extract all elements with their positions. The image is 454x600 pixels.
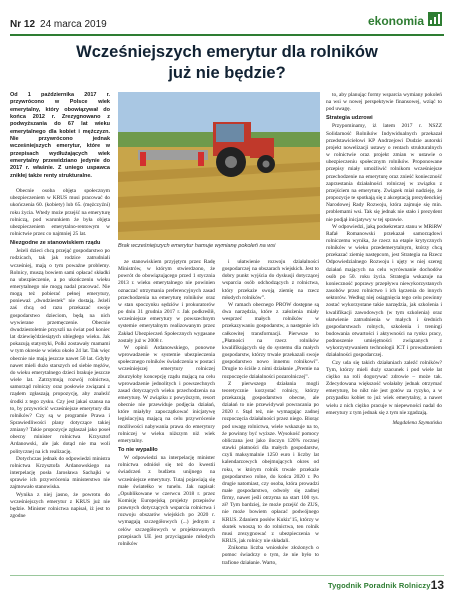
section-label: ekonomia	[367, 14, 424, 28]
issue-date: 24 marca 2019	[40, 19, 107, 30]
issue-number: Nr 12	[10, 19, 36, 30]
author-name: Magdalena Szymańska	[392, 419, 442, 426]
tractor-photo	[118, 92, 320, 240]
page-number: 13	[430, 578, 444, 592]
column-3	[222, 259, 319, 567]
paragraph: Znikoma liczba wniosków złożonych o pomoc świadczy o tym, że nie było to trafione działanie. Warto,	[222, 545, 319, 566]
page-header	[0, 0, 454, 46]
paragraph: W opinii Ardanowskiego, ponowne wprowadzenie w systemie ubezpieczenia społecznego rolników świadczenia w postaci wcześniejszej emerytury rolniczej zburzyłoby koncepcję rządu mającą na celu wprowadzenie jednolitych i powszechnych zasad dotyczących wieku przechodzenia na emeryturę. W związku z powyższym, resort obecnie nie przewiduje podjęcia działań, które miałyby zapoczątkować inicjatywę legislacyjną mającą na celu przywrócenie możliwości nabywania prawa do emerytury rolniczej w wieku niższym niż wiek emerytalny.	[118, 344, 215, 444]
article-lead: Od 1 października 2017 r. przywrócono w Polsce wiek emerytalny, który obowiązywał do końca 2012 r. Zrezygnowano z podwyższania do 67 lat wieku emerytalnego dla kobiet i mężczyzn. Nie przywrócono jednak wcześniejszych emerytur, które w przepisach wydłużających wiek emerytalny przewidziano jedynie do 2017 r. właśnie. Z uniego uspawca znikłej także renty strukturalne.	[10, 92, 110, 179]
paragraph: Przypominamy, iż latem 2017 r. NSZZ Solidarność Rolników Indywidualnych przekazał przedstawicielowi KP Andrzejowi Dudzie autorski projekt nowelizacji ustawy o rentach strukturalnych w rolnictwie oraz projekt zmian w ustawie o ubezpieczeniu społecznym rolników. Proponowane przepisy miały umożliwić rolnikom wcześniejsze przechodzenie na emeryturę oraz znieść konieczność zaprzestania działalności rolniczej w związku z przejściem na emeryturę. Związek miał nadzieję, że propozycje te spotkają się z akceptacją prezydenckiej Narodowej Rady Rozwoju, która zajmuje się min. problemami wsi. Tak się jednak nie stało i prezydent nie podjął inicjatywy w tej sprawie.	[326, 123, 442, 223]
paragraph: to, aby planując formy wsparcia wymiany pokoleń na wsi w nowej perspektywie finansowej, wziąć to pod uwagę.	[326, 92, 442, 113]
title-line-1: Wcześniejszych emerytur dla rolników	[76, 43, 378, 61]
tractor-field-image	[118, 92, 320, 240]
paragraph: W ramach obecnego PROW dostępne są dwa narzędzia, które z założenia miały wesprzeć małych rolników w przekazywaniu gospodarstw, a następnie ich całkowitej transformacji. Pierwsze to „Płatności na rzecz rolników kwalifikujących się do systemu dla małych gospodarstw, którzy trwale przekazali swoje gospodarstwo nowo innemu rolnikowi”. Drugie to ściśle z nimi działanie „Premie na rozpoczęcie działalności pozarolniczej”.	[222, 301, 319, 380]
header-rule	[10, 34, 444, 36]
bar-chart-icon	[428, 12, 442, 26]
subheading: To nie wypaliło	[118, 447, 158, 454]
title-line-2: już nie będzie?	[168, 64, 286, 82]
paragraph: Dotychczas jednak do odpowiedzi ministra rolnictwa Krzysztofa Ardanowskiego na interpelację posła Jarosława Sachajki w sprawie ich przywrócenia ministerstwo nie zajmowało stanowiska.	[10, 455, 110, 491]
paragraph: i ułatwienie rozwoju działalności gospodarczej na obszarach wiejskich. Jest to dobry punkt wyjścia do dyskusji dotyczącej wsparcia osób odchodzących z rolnictwa, który przekaże swoją ziemię na rzecz młodych rolników”.	[222, 259, 319, 301]
paragraph: W odpowiedzi na interpelację minister rolnictwa odniósł się też do kwestii świadczeń z budżetu unijnego na wcześniejsze emerytury. Tutaj pojawiają się małe światełko w tunelu. Jak napisał: „Opublikowane w czerwcu 2018 r. przez Komisję Europejską projekty przepisów prawnych dotyczących wsparcia rolnictwa i rozwoju obszarów wiejskich po 2020 r. wymagają szczegółowych (...) jednym z celów szczegółowych w projektowanych przepisach UE jest przyciąganie młodych rolników	[118, 455, 215, 547]
paragraph: Jeżeli dzieci chcą przejąć gospodarstwo po rodzicach, tak jak rodzice zatrudniali wcześniej, mają o tym poważne problemy. Rolnicy, muszą bowiem sami opłacać składki na ubezpieczenie, a po ukończeniu wieku emerytalnego nie mogą nadal pracować. Nie mogą też pobierać pełnej emerytury, ponieważ „dwudziestek” nie dostają. Jeżeli zaś chcą od razu przekazać swoje gospodarstwo dzieciom, będą na nich wywierane przemęczenie. Obecnie dwudziestoletnie przyszli na świat pod koniec lat dziewięćdziesiątych ubiegłego wieku. Jak pokazują statystyki, Polki zostawały mamami w tym okresie w wieku około 24 lat. Tak więc obecnie nie mają jeszcze nawet 50 lat. Gdyby nawet mieli dużo starszych od siebie mężów, do wieku emerytalnego dzieci brakuje jeszcze wiele lat. Zatrzymują rozwój rolnictwa, samorząd rolniczy oraz posłowie związani z rządem zgłaszają propozycję, aby znaleźć środki z tego zysku. Czy jest jakaś szansa na to, by przywrócić wcześniejsze emerytury dla rolników? Czy są w programie Prawa i Sprawiedliwości plany dotyczące takiej zmiany? Takie propozycje zgłaszał jako poseł obecny minister rolnictwa Krzysztof Ardanowski, ale jak dotąd nie ma woli politycznej na ich realizację.	[10, 248, 110, 455]
paragraph: W odpowiedzi, jaką podsekretarz stanu w MRiRW Rafał Romanowski przekazał samorządowi rolniczemu wynika, że rzecz na etapie krytycznych rolników w wieku przedemerytalnym, którzy chcą przekazać ziemię następcom, jest Strategia na Rzecz Odpowiedzialnego Rozwoju i ujęty w niej szereg działań mających na celu wyrównanie dochodów osób po 50. roku życia. Strategia wskazuje na konieczność poprawy przepływu niewykorzystanych zasobów przez rolnictwo i ich łączenia do innych sektorów. Według niej osiągnięcia tego celu powinny zostać wykorzystane takie narzędzia, jak szkolenia i kwalifikacji zawodowych (w tym szkolenia) oraz ułatwienie zatrudnienia w małych i średnich gospodarstwach rolnych, szkolenia i treningi budowania otwartości i aktywności na rynku pracy, podnoszenie umiejętności związanych z wykorzystywaniem technologii ICT i prowadzeniem działalności gospodarczej.	[326, 223, 442, 359]
subheading: Strategia udzrowi	[326, 115, 373, 122]
paragraph: Wynika z niej jasno, że powrotu do wcześniejszych emerytur z KRUS już nie będzie. Minister rolnictwa napisał, iż jest to zgodne	[10, 491, 110, 519]
issue-info	[10, 19, 107, 30]
column-2	[118, 259, 215, 548]
paragraph: Obecnie osoba objęta społecznym ubezpieczeniem w KRUS musi pracować do ukończenia 60. (kobiety) lub 65. (mężczyźni) roku życia. Wtedy może przejść na emeryturę rolniczą, pod warunkiem że była objęta ubezpieczeniem emerytalno-rentowym w rolnictwie przez co najmniej 25 lat.	[10, 188, 110, 238]
article-title	[10, 42, 444, 84]
paragraph: ze stanowiskiem przyjętym przez Radę Ministrów, w którym stwierdzono, że powrót do obowiązującego przed 1 stycznia 2013 r. wieku emerytalnego nie powinien oznaczać utrzymania preferencyjnych zasad przechodzenia na emeryturę rolników oraz w stan spoczynku sędziów i prokuratorów po dniu 31 grudnia 2017 r. Jak podkreślił, wcześniejsze emerytury w powszechnym systemie emerytalnym realizowanym przez Zakład Ubezpieczeń Społecznych wygasane zostały już w 2008 r.	[118, 259, 215, 344]
photo-caption: Brak wcześniejszych emerytur hamuje wymianę pokoleń na wsi	[118, 243, 276, 249]
paragraph: Czy uda się takich działaniach zaleźć rolników? Tym, którzy mieli duży szacunek i pod wiele lat ciężko na roli dogorywać zdrowie – może tak. Zdecydowana większość wolałaby jednak otrzymać emeryturę, bo nikt nie jest gotów za ryzyko, a w przypadku kobiet to już wiek emerytalny, a nawet wielu z nich ciężko pracuje w niepewności nadal do emerytury z tym jednak się z tym nie zgadzają.	[326, 359, 442, 416]
subheading: Niezgodne ze stanowiskiem rządu	[10, 240, 101, 247]
publication-brand: Tygodnik Poradnik Rolniczy	[328, 581, 431, 590]
column-1	[10, 92, 110, 520]
footer-rule	[10, 575, 444, 576]
column-4	[326, 92, 442, 427]
paragraph: Z pierwszego działania mogli teoretycznie korzystać rolnicy, którzy przekazują gospodarstwo obecne, ale działań to nie przewidywał powracania po 2020 r. Stąd też, nie wymagając zadnej rozpoczęcia działalności przez niego. Biorąc pod uwagę rolnictwa, wiele wskazuje na to, że powinny być wyższe. Wysokość pomocy obliczana jest jako iloczyn 120% rocznej stawki płatności dla małych gospodarstw, czyli maksymalnie 1250 euro i liczby lat kalendarzowych obejmujących okres od roku, w którym rolnik trwale przekaże gospodarstwo rolne, do końca 2020 r. Po drugie natomiast, czy osoba, która prowadzi małe gospodarstwo, odwoły się zadnej firmy, nawet jeśli otrzyma na start 100 tys. zł? Tym bardziej, że może przejść do ZUS, nie może bowiem opłacać podwójnego KRUS. Zdaniem posłów Kukiz’15, którzy w skutek wnoszą to do rolnictwa, ten rolnik musi zrezygnować z ubezpieczenia w KRUS, jak rolnicy nie składali.	[222, 380, 319, 545]
